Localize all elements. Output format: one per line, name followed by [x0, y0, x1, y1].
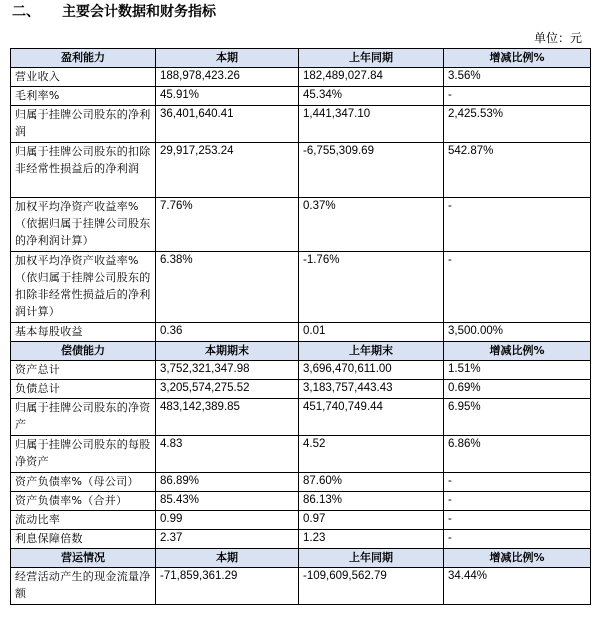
- section-heading: [12, 2, 216, 22]
- header-category: 营运情况: [11, 549, 156, 568]
- row-label: 资产负债率%（合并）: [11, 492, 156, 511]
- current-value: 2.37: [156, 530, 299, 549]
- prior-value: 3,696,470,611.00: [299, 361, 444, 380]
- header-change: 增减比例%: [444, 342, 591, 361]
- header-category: 偿债能力: [11, 342, 156, 361]
- table-row: [11, 87, 591, 106]
- prior-value: 45.34%: [299, 87, 444, 106]
- row-label: 归属于挂牌公司股东的扣除非经常性损益后的净利润: [11, 143, 156, 198]
- current-value: 3,752,321,347.98: [156, 361, 299, 380]
- row-label: 加权平均净资产收益率%（依归属于挂牌公司股东的扣除非经常性损益后的净利润计算）: [11, 252, 156, 323]
- section-header-row: [11, 342, 591, 361]
- change-value: -: [444, 473, 591, 492]
- prior-value: 451,740,749.44: [299, 399, 444, 436]
- change-value: -: [444, 511, 591, 530]
- prior-value: 1.23: [299, 530, 444, 549]
- prior-value: -1.76%: [299, 252, 444, 323]
- current-value: 85.43%: [156, 492, 299, 511]
- change-value: 3.56%: [444, 68, 591, 87]
- row-label: 归属于挂牌公司股东的净资产: [11, 399, 156, 436]
- current-value: -71,859,361.29: [156, 568, 299, 605]
- change-value: 542.87%: [444, 143, 591, 198]
- header-current: 本期: [156, 549, 299, 568]
- table-row: [11, 492, 591, 511]
- table-row: [11, 323, 591, 342]
- table-row: [11, 143, 591, 198]
- change-value: -: [444, 492, 591, 511]
- header-prior: 上年同期: [299, 49, 444, 68]
- header-change: 增减比例%: [444, 549, 591, 568]
- header-prior: 上年期末: [299, 342, 444, 361]
- prior-value: 4.52: [299, 436, 444, 473]
- table-body: [11, 49, 591, 605]
- current-value: 483,142,389.85: [156, 399, 299, 436]
- row-label: 毛利率%: [11, 87, 156, 106]
- change-value: 3,500.00%: [444, 323, 591, 342]
- table-row: [11, 568, 591, 605]
- table-row: [11, 252, 591, 323]
- table-row: [11, 380, 591, 399]
- table-row: [11, 106, 591, 143]
- row-label: 归属于挂牌公司股东的净利润: [11, 106, 156, 143]
- change-value: 6.95%: [444, 399, 591, 436]
- prior-value: 0.01: [299, 323, 444, 342]
- change-value: -: [444, 252, 591, 323]
- section-header-row: [11, 549, 591, 568]
- row-label: 经营活动产生的现金流量净额: [11, 568, 156, 605]
- row-label: 资产负债率%（母公司）: [11, 473, 156, 492]
- current-value: 0.99: [156, 511, 299, 530]
- current-value: 4.83: [156, 436, 299, 473]
- row-label: 加权平均净资产收益率%（依据归属于挂牌公司股东的净利润计算）: [11, 198, 156, 252]
- current-value: 36,401,640.41: [156, 106, 299, 143]
- change-value: -: [444, 198, 591, 252]
- header-current: 本期期末: [156, 342, 299, 361]
- current-value: 7.76%: [156, 198, 299, 252]
- row-label: 基本每股收益: [11, 323, 156, 342]
- unit-label: 单位：元: [533, 31, 582, 45]
- change-value: -: [444, 87, 591, 106]
- change-value: -: [444, 530, 591, 549]
- row-label: 资产总计: [11, 361, 156, 380]
- section-title: 主要会计数据和财务指标: [62, 4, 216, 20]
- row-label: 流动比率: [11, 511, 156, 530]
- prior-value: 0.97: [299, 511, 444, 530]
- prior-value: 86.13%: [299, 492, 444, 511]
- header-current: 本期: [156, 49, 299, 68]
- prior-value: 1,441,347.10: [299, 106, 444, 143]
- table-row: [11, 399, 591, 436]
- table-row: [11, 436, 591, 473]
- table-row: [11, 511, 591, 530]
- prior-value: 182,489,027.84: [299, 68, 444, 87]
- table-row: [11, 530, 591, 549]
- table-row: [11, 473, 591, 492]
- section-number: 二、: [12, 4, 40, 20]
- current-value: 45.91%: [156, 87, 299, 106]
- financial-indicators-table: [10, 48, 591, 605]
- change-value: 34.44%: [444, 568, 591, 605]
- prior-value: 0.37%: [299, 198, 444, 252]
- table-row: [11, 68, 591, 87]
- prior-value: -6,755,309.69: [299, 143, 444, 198]
- table-row: [11, 361, 591, 380]
- change-value: 2,425.53%: [444, 106, 591, 143]
- header-prior: 上年同期: [299, 549, 444, 568]
- current-value: 29,917,253.24: [156, 143, 299, 198]
- prior-value: 87.60%: [299, 473, 444, 492]
- current-value: 3,205,574,275.52: [156, 380, 299, 399]
- row-label: 利息保障倍数: [11, 530, 156, 549]
- prior-value: 3,183,757,443.43: [299, 380, 444, 399]
- change-value: 1.51%: [444, 361, 591, 380]
- change-value: 0.69%: [444, 380, 591, 399]
- row-label: 负债总计: [11, 380, 156, 399]
- row-label: 归属于挂牌公司股东的每股净资产: [11, 436, 156, 473]
- current-value: 188,978,423.26: [156, 68, 299, 87]
- header-change: 增减比例%: [444, 49, 591, 68]
- current-value: 6.38%: [156, 252, 299, 323]
- prior-value: -109,609,562.79: [299, 568, 444, 605]
- current-value: 0.36: [156, 323, 299, 342]
- change-value: 6.86%: [444, 436, 591, 473]
- header-category: 盈利能力: [11, 49, 156, 68]
- section-header-row: [11, 49, 591, 68]
- table-row: [11, 198, 591, 252]
- row-label: 营业收入: [11, 68, 156, 87]
- current-value: 86.89%: [156, 473, 299, 492]
